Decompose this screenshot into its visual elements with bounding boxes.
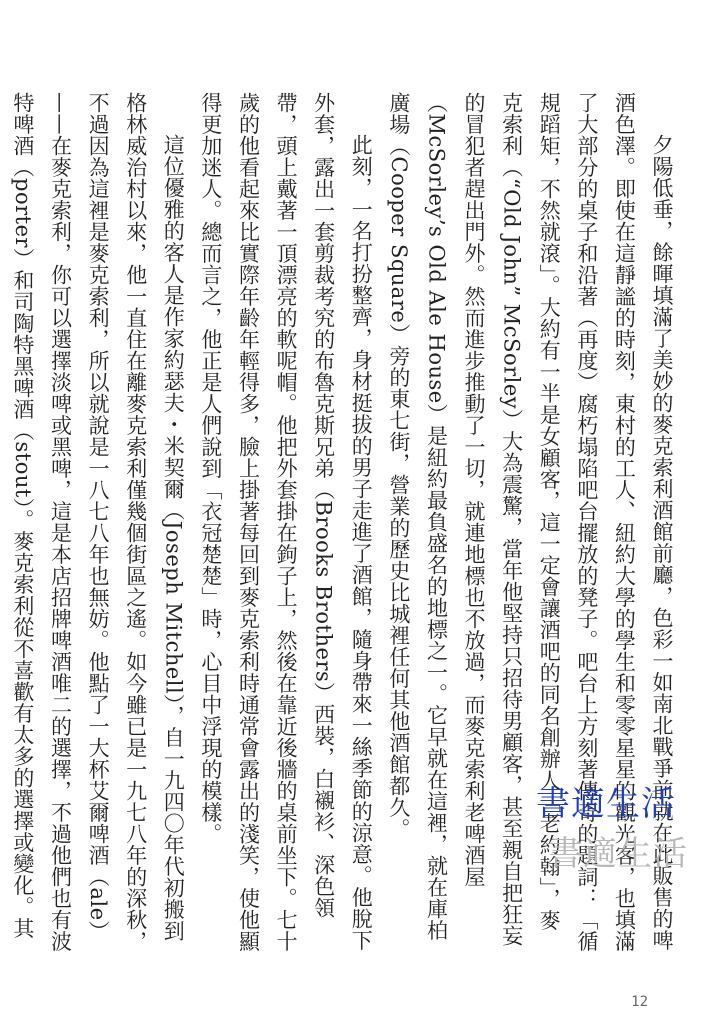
- page-number: 12: [631, 994, 648, 1010]
- paragraph-1: 夕陽低垂，餘暉填滿了美妙的麥克索利酒館前廳，色彩一如南北戰爭前就在此販售的啤酒色澤。即使在這靜謐的時刻，東村的工人、紐約大學的學生和零零星星的觀光客，也填滿了大部分的桌子和沿著（再度）腐朽塌陷吧台擺放的凳子。吧台上方刻著傳奇的題詞：「循規蹈矩，不然就滾」。大約有一半是女顧客，這一定會讓酒吧的同名創辦人「老約翰」，麥克索利（“Old John” McSorley）大為震驚，當年他堅持只招待男顧客，甚至親自把狂妄的冒犯者趕出門外。然而進步推動了一切，就連地標也不放過，而麥克索利老啤酒屋（McSorley’s Old Ale House）是紐約最負盛名的地標之一。它早就在這裡，就在庫柏廣場（Cooper Square）旁的東七街，營業的歷史比城裡任何其他酒館都久。: [386, 92, 674, 952]
- paragraph-3: 這位優雅的客人是作家約瑟夫・米契爾（Joseph Mitchell），自一九四〇年代初搬到格林威治村以來，他一直住在離麥克索利僅幾個街區之遙。如今雖已是一九七八年的深秋，不過因為這裡是麥克索利，所以就說是一八七八年也無妨。他點了一大杯艾爾啤酒（ale）——在麥克索利，你可以選擇淡啤或黑啤，這是本店招牌啤酒唯二的選擇，不過他們也有波特啤酒（porter）和司陶特黑啤酒（stout）。麥克索利從不喜歡有太多的選擇或變化。其: [10, 92, 186, 952]
- paragraph-2: 此刻，一名打扮整齊，身材挺拔的男子走進了酒館，隨身帶來一絲季節的涼意。他脫下外套，露出一套剪裁考究的布魯克斯兄弟（Brooks Brothers）西裝，白襯衫、深色領帶，頭上戴著一頂漂亮的軟呢帽。他把外套掛在鉤子上，然後在靠近後牆的桌前坐下。七十歲的他看起來比實際年齡年輕得多，臉上掛著每回到麥克索利時通常會露出的淺笑，使他顯得更加迷人。總而言之，他正是人們說到「衣冠楚楚」時，心目中浮現的模樣。: [198, 92, 374, 952]
- watermark-logo-shadow: 書適生活: [548, 834, 688, 874]
- watermark-logo: 書適生活: [536, 784, 676, 824]
